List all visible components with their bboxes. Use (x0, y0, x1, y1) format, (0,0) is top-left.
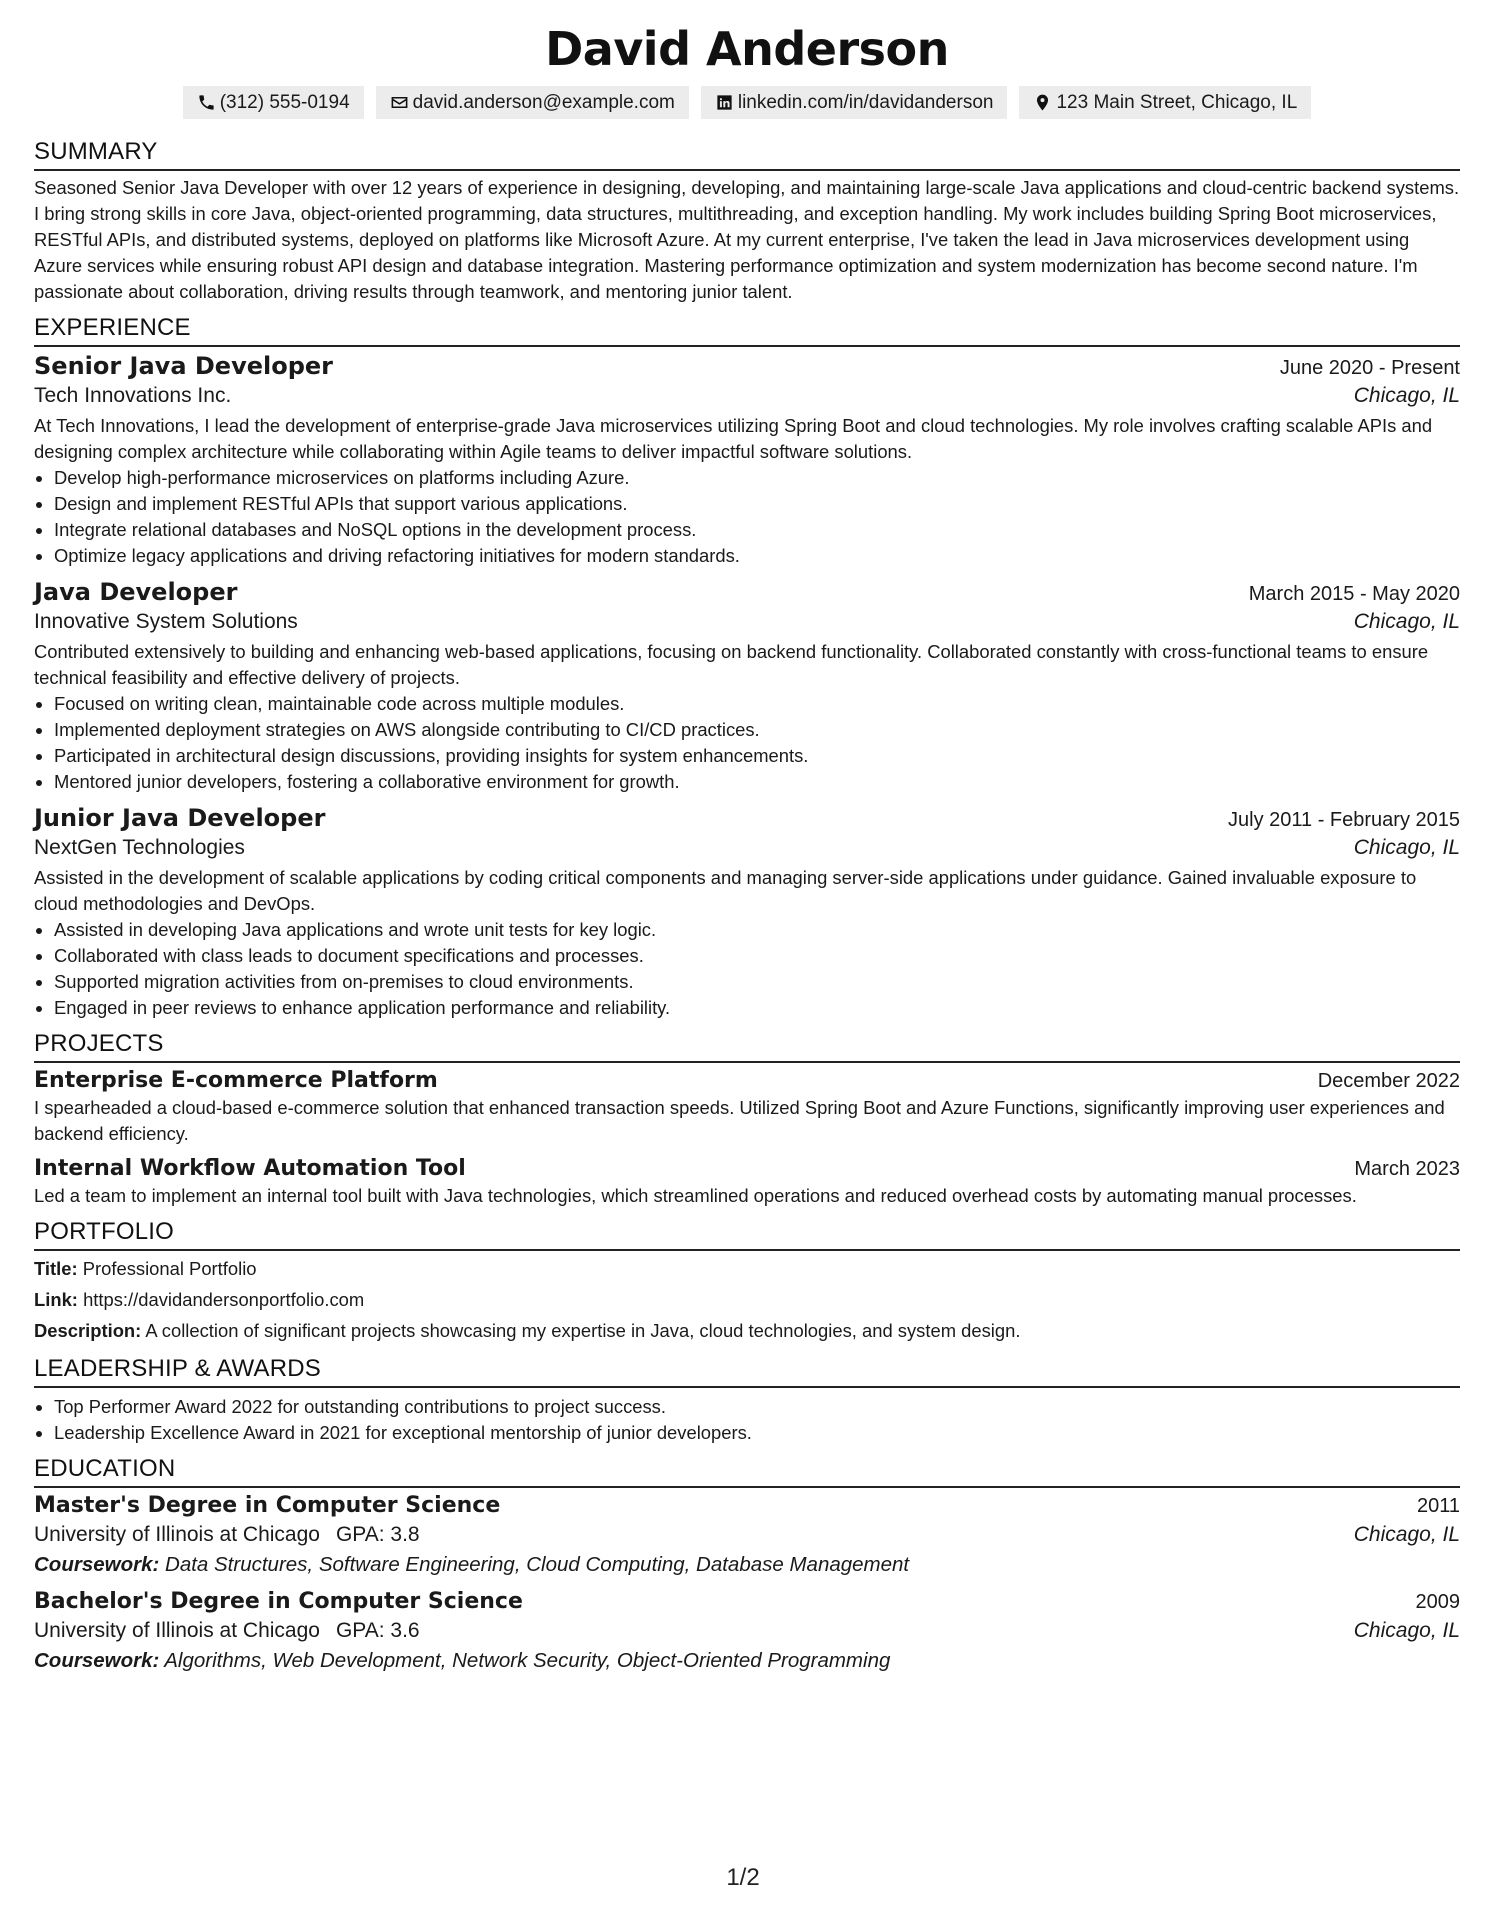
job-description: Assisted in the development of scalable applications by coding critical components and managing server-side applications under guidance. Gained invaluable exposure to cloud methodologies and DevOps. (34, 867, 1417, 914)
coursework-list: Data Structures, Software Engineering, Cloud Computing, Database Management (165, 1553, 910, 1576)
coursework-label: Coursework: (34, 1649, 160, 1672)
school-name: University of Illinois at Chicago (34, 1619, 320, 1642)
experience-section (34, 315, 1460, 1021)
job-bullet: • Focused on writing clean, maintainable code across multiple modules. (54, 691, 1460, 717)
leadership-section (34, 1356, 1460, 1446)
portfolio-section (34, 1219, 1460, 1346)
gpa: GPA: 3.8 (335, 1523, 420, 1546)
job-title: Java Developer (34, 578, 238, 606)
contact-phone-text: (312) 555-0194 (219, 92, 350, 113)
education-entry (34, 1588, 1460, 1676)
phone-icon (197, 93, 216, 112)
job-entry (34, 577, 1460, 795)
job-location: Chicago, IL (1353, 836, 1460, 859)
degree-title: Bachelor's Degree in Computer Science (34, 1589, 523, 1614)
job-company: Innovative System Solutions (34, 610, 298, 633)
projects-heading: PROJECTS (34, 1031, 1460, 1063)
contact-linkedin-text: linkedin.com/in/davidanderson (737, 92, 994, 113)
job-bullet: • Integrate relational databases and NoSQL options in the development process. (54, 517, 1460, 543)
candidate-name: David Anderson (545, 22, 949, 76)
award-item: • Leadership Excellence Award in 2021 for exceptional mentorship of junior developers. (54, 1420, 1460, 1446)
job-bullet: • Supported migration activities from on-premises to cloud environments. (54, 969, 1460, 995)
contact-address (1019, 86, 1311, 119)
experience-heading: EXPERIENCE (34, 315, 1460, 347)
summary-text: Seasoned Senior Java Developer with over 12 years of experience in designing, developing, and maintaining large-scale Java applications and cloud-centric backend systems. I bring strong skills in core Java, object-oriented programming, data structures, multithreading, and exception handling. My work includes building Spring Boot microservices, RESTful APIs, and distributed systems, deployed on platforms like Microsoft Azure. At my current enterprise, I've taken the lead in Java microservices development using Azure services while ensuring robust API design and database integration. Mastering performance optimization and system modernization has become second nature. I'm passionate about collaboration, driving results through teamwork, and mentoring junior talent. (34, 177, 1460, 302)
job-location: Chicago, IL (1353, 610, 1460, 633)
degree-year: 2009 (1415, 1591, 1460, 1613)
job-dates: July 2011 - February 2015 (1228, 809, 1460, 831)
coursework (34, 1646, 1460, 1676)
job-bullet: • Participated in architectural design discussions, providing insights for system enhancements. (54, 743, 1460, 769)
job-bullet: • Develop high-performance microservices on platforms including Azure. (54, 465, 1460, 491)
summary-section (34, 139, 1460, 305)
job-company: Tech Innovations Inc. (34, 384, 232, 407)
award-item: • Top Performer Award 2022 for outstanding contributions to project success. (54, 1394, 1460, 1420)
education-heading: EDUCATION (34, 1456, 1460, 1488)
portfolio-link[interactable]: https://davidandersonportfolio.com (83, 1289, 365, 1310)
coursework-list: Algorithms, Web Development, Network Security, Object-Oriented Programming (164, 1649, 891, 1672)
portfolio-description-row (34, 1315, 1460, 1346)
leadership-heading: LEADERSHIP & AWARDS (34, 1356, 1460, 1388)
projects-section (34, 1031, 1460, 1209)
job-bullet: • Design and implement RESTful APIs that support various applications. (54, 491, 1460, 517)
portfolio-title-value: Professional Portfolio (82, 1258, 257, 1279)
project-title: Enterprise E-commerce Platform (34, 1068, 438, 1093)
project-title: Internal Workflow Automation Tool (34, 1156, 466, 1181)
portfolio-link-label: Link: (34, 1289, 78, 1310)
job-location: Chicago, IL (1353, 384, 1460, 407)
project-date: March 2023 (1354, 1158, 1460, 1180)
job-title: Junior Java Developer (34, 804, 326, 832)
envelope-icon (390, 93, 409, 112)
leadership-list (34, 1394, 1460, 1446)
contact-phone[interactable] (183, 86, 364, 119)
job-entry (34, 803, 1460, 1021)
map-pin-icon (1033, 93, 1052, 112)
degree-year: 2011 (1416, 1495, 1460, 1517)
project-description: I spearheaded a cloud-based e-commerce solution that enhanced transaction speeds. Utilized Spring Boot and Azure Functions, significantly improving user experiences and backend efficiency. (34, 1097, 1445, 1144)
project-entry (34, 1155, 1460, 1209)
portfolio-title-row (34, 1253, 1460, 1284)
job-entry (34, 351, 1460, 569)
contact-linkedin[interactable] (701, 86, 1008, 119)
job-bullets (34, 691, 1460, 795)
job-dates: March 2015 - May 2020 (1248, 583, 1460, 605)
job-bullet: • Assisted in developing Java applications and wrote unit tests for key logic. (54, 917, 1460, 943)
gpa: GPA: 3.6 (335, 1619, 420, 1642)
contact-email[interactable] (376, 86, 689, 119)
school-location: Chicago, IL (1353, 1523, 1460, 1546)
job-description: At Tech Innovations, I lead the development of enterprise-grade Java microservices utilizing Spring Boot and cloud technologies. My role involves crafting scalable APIs and designing complex architecture while collaborating within Agile teams to deliver impactful software solutions. (34, 415, 1433, 462)
job-bullet: • Optimize legacy applications and driving refactoring initiatives for modern standards. (54, 543, 1460, 569)
contact-email-text: david.anderson@example.com (412, 92, 675, 113)
school-name: University of Illinois at Chicago (34, 1523, 320, 1546)
job-title: Senior Java Developer (34, 352, 334, 380)
education-section (34, 1456, 1460, 1676)
portfolio-description-label: Description: (34, 1320, 142, 1341)
job-company: NextGen Technologies (34, 836, 245, 859)
contact-bar (34, 86, 1460, 119)
summary-heading: SUMMARY (34, 139, 1460, 171)
project-description: Led a team to implement an internal tool built with Java technologies, which streamlined operations and reduced overhead costs by automating manual processes. (34, 1185, 1357, 1206)
job-bullet: • Mentored junior developers, fostering a collaborative environment for growth. (54, 769, 1460, 795)
job-bullet: • Implemented deployment strategies on AWS alongside contributing to CI/CD practices. (54, 717, 1460, 743)
portfolio-description-value: A collection of significant projects showcasing my expertise in Java, cloud technologies, and system design. (145, 1320, 1021, 1341)
project-date: December 2022 (1317, 1070, 1460, 1092)
job-bullet: • Collaborated with class leads to document specifications and processes. (54, 943, 1460, 969)
job-bullets (34, 917, 1460, 1021)
portfolio-title-label: Title: (34, 1258, 78, 1279)
portfolio-link-row (34, 1284, 1460, 1315)
education-entry (34, 1492, 1460, 1580)
job-bullets (34, 465, 1460, 569)
degree-title: Master's Degree in Computer Science (34, 1493, 501, 1518)
job-description: Contributed extensively to building and enhancing web-based applications, focusing on backend functionality. Collaborated constantly with cross-functional teams to ensure technical feasibility and effective delivery of projects. (34, 641, 1429, 688)
contact-address-text: 123 Main Street, Chicago, IL (1056, 92, 1298, 113)
page-number: 1/2 (726, 1864, 760, 1891)
project-entry (34, 1067, 1460, 1147)
coursework (34, 1550, 1460, 1580)
coursework-label: Coursework: (34, 1553, 160, 1576)
job-bullet: • Engaged in peer reviews to enhance application performance and reliability. (54, 995, 1460, 1021)
linkedin-icon (715, 93, 734, 112)
portfolio-heading: PORTFOLIO (34, 1219, 1460, 1251)
job-dates: June 2020 - Present (1279, 357, 1460, 379)
school-location: Chicago, IL (1353, 1619, 1460, 1642)
resume-content (34, 0, 1460, 1676)
